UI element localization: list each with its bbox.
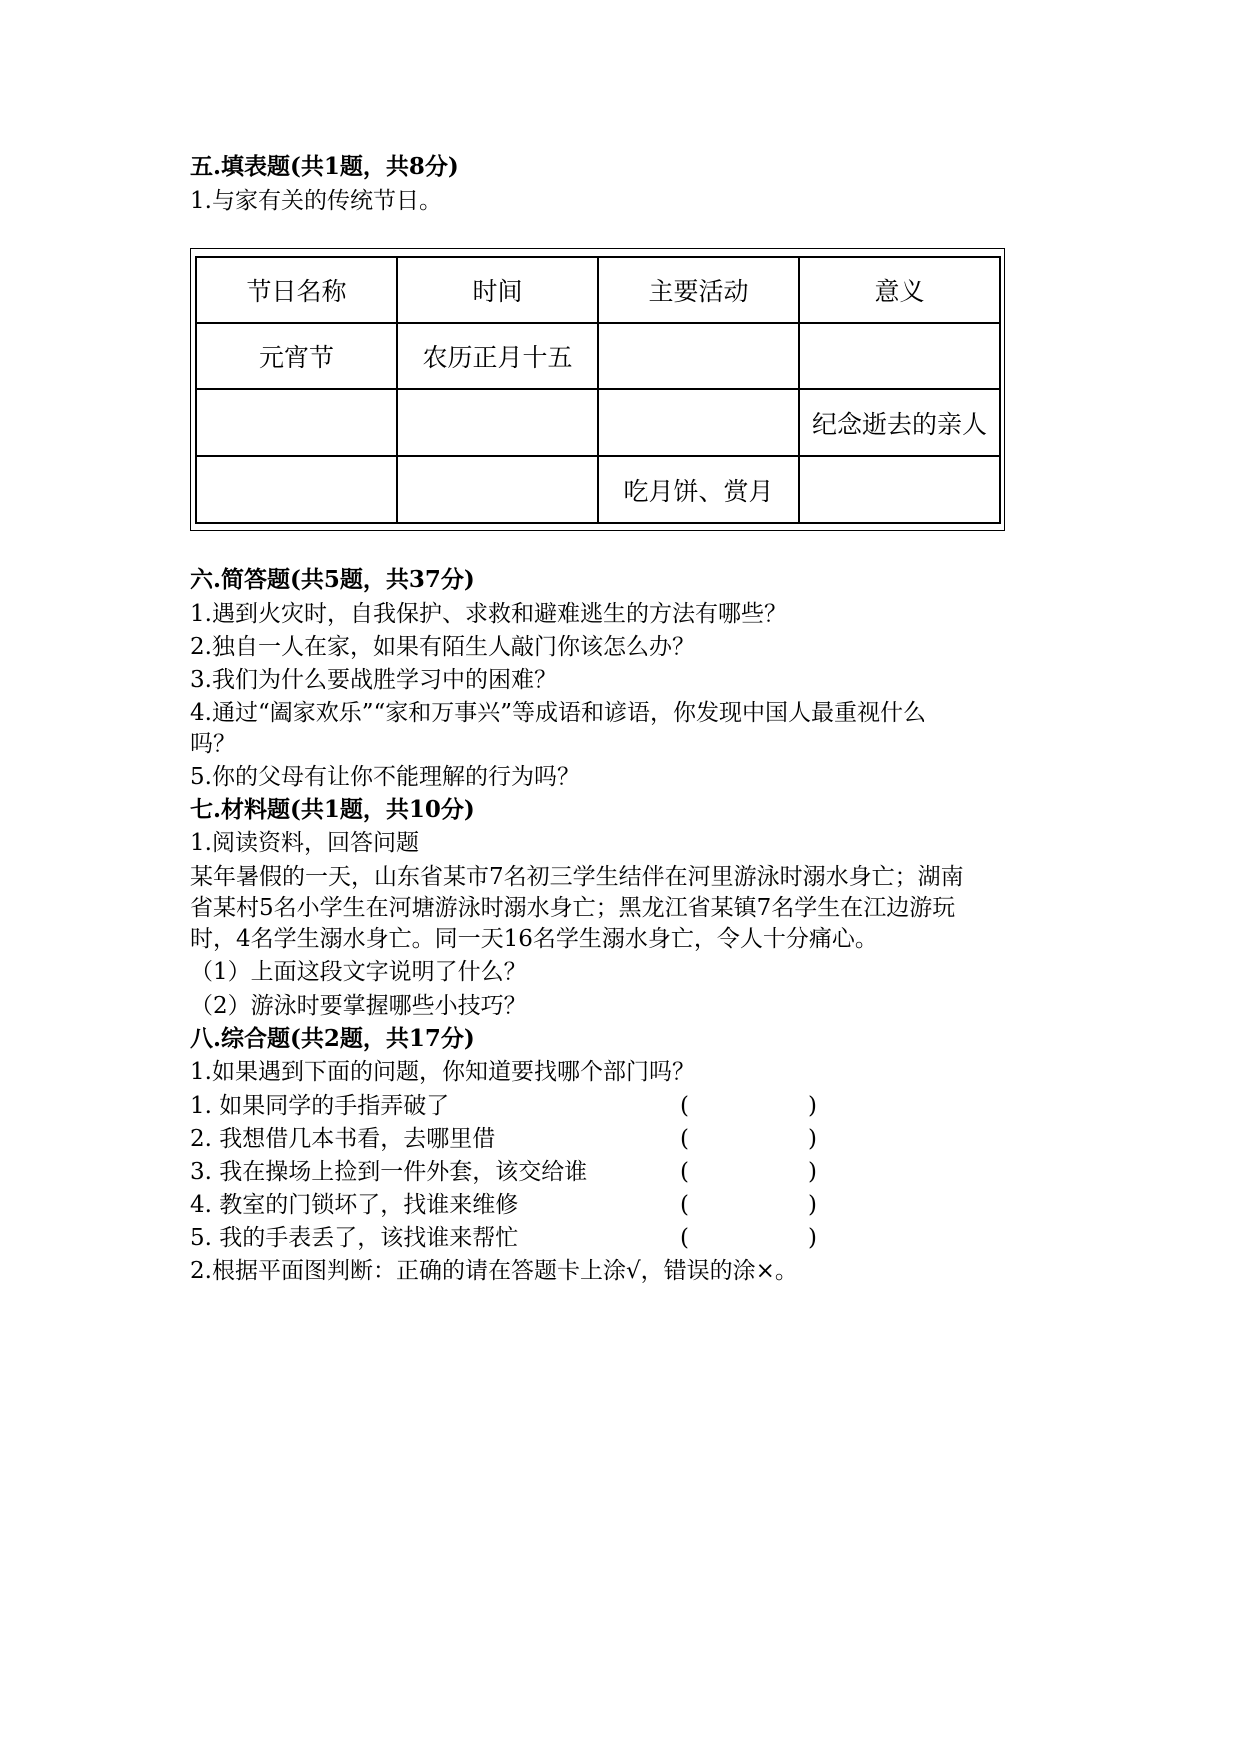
answer-paren-close: ): [808, 1192, 817, 1218]
answer-paren-close: ): [808, 1093, 817, 1119]
table-cell: [598, 389, 799, 456]
material-line-2: 省某村5名小学生在河塘游泳时溺水身亡；黑龙江省某镇7名学生在江边游玩: [190, 895, 956, 921]
table-cell: [598, 323, 799, 390]
list-item: 5. 我的手表丢了，该找谁来帮忙: [190, 1225, 519, 1251]
answer-paren-open: (: [680, 1159, 689, 1185]
table-row: [196, 389, 1000, 456]
question-6-3: 3.我们为什么要战胜学习中的困难？: [190, 667, 557, 693]
section-6-heading: 六.简答题(共5题，共37分): [190, 566, 475, 593]
answer-paren-open: (: [680, 1126, 689, 1152]
table-header-cell: 主要活动: [598, 257, 799, 323]
table-cell: [799, 456, 1000, 523]
question-6-2: 2.独自一人在家，如果有陌生人敲门你该怎么办？: [190, 634, 695, 660]
question-6-4-line-2: 吗？: [190, 731, 236, 757]
table-cell: [196, 389, 397, 456]
answer-paren-close: ): [808, 1225, 817, 1251]
table-row: [196, 323, 1000, 390]
table-cell: 元宵节: [196, 323, 397, 390]
table-cell: [397, 389, 598, 456]
question-8-1: 1.如果遇到下面的问题，你知道要找哪个部门吗？: [190, 1059, 695, 1085]
list-item: 3. 我在操场上捡到一件外套，该交给谁: [190, 1159, 588, 1185]
table-cell: [196, 456, 397, 523]
material-line-1: 某年暑假的一天，山东省某市7名初三学生结伴在河里游泳时溺水身亡；湖南: [190, 864, 964, 890]
question-8-2: 2.根据平面图判断：正确的请在答题卡上涂√，错误的涂×。: [190, 1258, 798, 1284]
table-header-cell: 时间: [397, 257, 598, 323]
table-header-row: [196, 257, 1000, 323]
table-header-cell: 意义: [799, 257, 1000, 323]
list-item: 1. 如果同学的手指弄破了: [190, 1093, 450, 1119]
table-cell: [799, 323, 1000, 390]
question-6-4-line-1: 4.通过“阖家欢乐”“家和万事兴”等成语和谚语，你发现中国人最重视什么: [190, 700, 926, 726]
answer-paren-open: (: [680, 1225, 689, 1251]
answer-paren-close: ): [808, 1126, 817, 1152]
table-header-cell: 节日名称: [196, 257, 397, 323]
question-6-1: 1.遇到火灾时，自我保护、求救和避难逃生的方法有哪些？: [190, 601, 787, 627]
answer-paren-open: (: [680, 1192, 689, 1218]
list-item: 4. 教室的门锁坏了，找谁来维修: [190, 1192, 519, 1218]
answer-paren-close: ): [808, 1159, 817, 1185]
section-8-heading: 八.综合题(共2题，共17分): [190, 1025, 475, 1052]
question-5-1: 1.与家有关的传统节日。: [190, 188, 442, 214]
table-cell: 农历正月十五: [397, 323, 598, 390]
material-line-3: 时，4名学生溺水身亡。同一天16名学生溺水身亡，令人十分痛心。: [190, 926, 878, 952]
sub-question-2: （2）游泳时要掌握哪些小技巧？: [190, 993, 527, 1019]
table-row: [196, 456, 1000, 523]
sub-question-1: （1）上面这段文字说明了什么？: [190, 959, 527, 985]
section-5-heading: 五.填表题(共1题，共8分): [190, 153, 459, 180]
question-7-1: 1.阅读资料，回答问题: [190, 830, 419, 856]
festival-table: [195, 256, 1001, 524]
table-cell: [397, 456, 598, 523]
question-6-5: 5.你的父母有让你不能理解的行为吗？: [190, 764, 580, 790]
table-cell: 纪念逝去的亲人: [799, 389, 1000, 456]
table-cell: 吃月饼、赏月: [598, 456, 799, 523]
answer-paren-open: (: [680, 1093, 689, 1119]
section-7-heading: 七.材料题(共1题，共10分): [190, 796, 475, 823]
list-item: 2. 我想借几本书看，去哪里借: [190, 1126, 496, 1152]
